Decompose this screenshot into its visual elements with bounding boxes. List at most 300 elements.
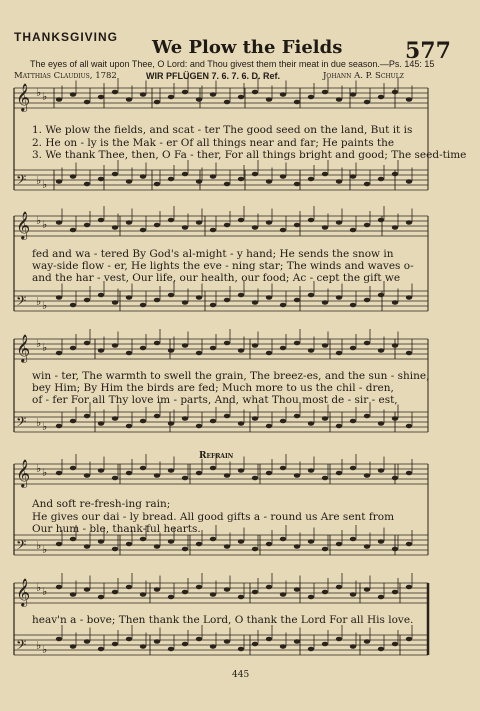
flat-icon: ♭	[42, 585, 48, 598]
page-number: 445	[232, 670, 250, 680]
note-head	[308, 177, 314, 182]
note-head	[140, 537, 146, 542]
note-head	[406, 220, 412, 225]
note-head	[182, 547, 188, 552]
hymn-title: We Plow the Fields	[152, 37, 343, 58]
note-head	[168, 595, 174, 600]
note-head	[266, 471, 272, 476]
flat-icon: ♭	[42, 466, 48, 479]
flat-icon: ♭	[36, 539, 42, 552]
note-head	[280, 174, 286, 179]
note-head	[154, 544, 160, 549]
note-head	[336, 97, 342, 102]
note-head	[266, 179, 272, 184]
treble-clef-icon: 𝄞	[16, 459, 31, 487]
note-head	[70, 92, 76, 97]
note-head	[98, 595, 104, 600]
note-head	[154, 414, 160, 419]
note-head	[154, 587, 160, 592]
note-head	[392, 642, 398, 647]
note-head	[126, 542, 132, 547]
note-head	[168, 539, 174, 544]
note-head	[280, 303, 286, 308]
note-head	[56, 637, 62, 642]
flat-icon: ♭	[36, 462, 42, 475]
lyric-line: 1. We plow the fields, and scat - ter The good seed on the land, But it is	[32, 124, 413, 136]
note-head	[210, 419, 216, 424]
note-head	[238, 595, 244, 600]
note-head	[84, 298, 90, 303]
tune-name: WIR PFLÜGEN 7. 6. 7. 6. D. Ref.	[146, 71, 281, 81]
note-head	[406, 637, 412, 642]
note-head	[196, 585, 202, 590]
note-head	[126, 585, 132, 590]
note-head	[56, 542, 62, 547]
note-head	[154, 639, 160, 644]
note-head	[266, 424, 272, 429]
note-head	[238, 293, 244, 298]
note-head	[224, 587, 230, 592]
note-head	[112, 476, 118, 481]
lyric-line: heav'n a - bove; Then thank the Lord, O thank the Lord For all His love.	[32, 614, 414, 626]
note-head	[70, 592, 76, 597]
note-head	[112, 547, 118, 552]
note-head	[406, 424, 412, 429]
note-head	[308, 95, 314, 100]
note-head	[350, 419, 356, 424]
note-head	[336, 637, 342, 642]
note-head	[322, 225, 328, 230]
note-head	[252, 642, 258, 647]
note-head	[154, 182, 160, 187]
note-head	[252, 172, 258, 177]
note-head	[112, 590, 118, 595]
note-head	[56, 97, 62, 102]
note-head	[182, 90, 188, 95]
treble-clef-icon: 𝄞	[16, 211, 31, 239]
note-head	[154, 341, 160, 346]
note-head	[364, 100, 370, 105]
note-head	[56, 351, 62, 356]
note-head	[112, 300, 118, 305]
note-head	[84, 473, 90, 478]
note-head	[238, 218, 244, 223]
flat-icon: ♭	[36, 581, 42, 594]
bass-clef-icon: 𝄢	[16, 414, 27, 433]
note-head	[336, 351, 342, 356]
note-head	[280, 537, 286, 542]
note-head	[392, 416, 398, 421]
note-head	[70, 346, 76, 351]
note-head	[112, 343, 118, 348]
note-head	[224, 298, 230, 303]
note-head	[350, 644, 356, 649]
flat-icon: ♭	[42, 643, 48, 656]
note-head	[84, 100, 90, 105]
note-head	[294, 223, 300, 228]
note-head	[84, 223, 90, 228]
note-head	[140, 303, 146, 308]
treble-clef-icon: 𝄞	[16, 334, 31, 362]
note-head	[350, 228, 356, 233]
note-head	[182, 225, 188, 230]
note-head	[392, 547, 398, 552]
lyric-line: bey Him; By Him the birds are fed; Much more to us the chil - dren,	[32, 382, 394, 394]
note-head	[224, 414, 230, 419]
note-head	[126, 351, 132, 356]
note-head	[84, 341, 90, 346]
note-head	[336, 424, 342, 429]
note-head	[238, 177, 244, 182]
note-head	[336, 179, 342, 184]
note-head	[70, 228, 76, 233]
note-head	[112, 172, 118, 177]
note-head	[322, 343, 328, 348]
note-head	[98, 539, 104, 544]
note-head	[336, 542, 342, 547]
note-head	[294, 182, 300, 187]
note-head	[280, 228, 286, 233]
note-head	[406, 471, 412, 476]
flat-icon: ♭	[36, 295, 42, 308]
note-head	[336, 295, 342, 300]
note-head	[392, 300, 398, 305]
note-head	[84, 544, 90, 549]
note-head	[364, 298, 370, 303]
note-head	[378, 468, 384, 473]
note-head	[98, 293, 104, 298]
note-head	[210, 537, 216, 542]
note-head	[266, 542, 272, 547]
note-head	[294, 639, 300, 644]
lyric-line: fed and wa - tered By God's al-might - y hand; He sends the snow in	[32, 248, 394, 260]
note-head	[140, 92, 146, 97]
lyric-line: And soft re-fresh-ing rain;	[32, 498, 171, 510]
note-head	[140, 644, 146, 649]
note-head	[392, 343, 398, 348]
note-head	[182, 416, 188, 421]
flat-icon: ♭	[36, 416, 42, 429]
note-head	[350, 466, 356, 471]
note-head	[280, 592, 286, 597]
note-head	[84, 182, 90, 187]
flat-icon: ♭	[42, 218, 48, 231]
note-head	[252, 225, 258, 230]
note-head	[182, 343, 188, 348]
note-head	[168, 95, 174, 100]
note-head	[238, 95, 244, 100]
note-head	[98, 468, 104, 473]
note-head	[350, 92, 356, 97]
scripture-verse: The eyes of all wait upon Thee, O Lord: and Thou givest them their meat in due season.—Ps. 145: 15	[30, 59, 435, 69]
note-head	[336, 471, 342, 476]
note-head	[406, 351, 412, 356]
note-head	[126, 295, 132, 300]
note-head	[210, 228, 216, 233]
note-head	[210, 303, 216, 308]
note-head	[210, 346, 216, 351]
note-head	[336, 220, 342, 225]
note-head	[210, 174, 216, 179]
note-head	[210, 92, 216, 97]
note-head	[182, 172, 188, 177]
note-head	[322, 172, 328, 177]
note-head	[238, 647, 244, 652]
note-head	[308, 348, 314, 353]
note-head	[308, 421, 314, 426]
note-head	[378, 218, 384, 223]
note-head	[98, 177, 104, 182]
note-head	[98, 95, 104, 100]
note-head	[350, 537, 356, 542]
treble-clef-icon: 𝄞	[16, 578, 31, 606]
note-head	[378, 421, 384, 426]
note-head	[378, 348, 384, 353]
flat-icon: ♭	[36, 174, 42, 187]
note-head	[168, 647, 174, 652]
note-head	[322, 416, 328, 421]
treble-clef-icon: 𝄞	[16, 83, 31, 111]
note-head	[378, 539, 384, 544]
note-head	[280, 419, 286, 424]
note-head	[196, 179, 202, 184]
note-head	[140, 466, 146, 471]
note-head	[140, 346, 146, 351]
note-head	[84, 587, 90, 592]
note-head	[126, 179, 132, 184]
note-head	[70, 303, 76, 308]
note-head	[126, 97, 132, 102]
note-head	[294, 298, 300, 303]
note-head	[98, 421, 104, 426]
note-head	[364, 544, 370, 549]
note-head	[336, 585, 342, 590]
note-head	[280, 466, 286, 471]
note-head	[322, 300, 328, 305]
note-head	[168, 468, 174, 473]
bass-clef-icon: 𝄢	[16, 537, 27, 556]
bass-clef-icon: 𝄢	[16, 172, 27, 191]
note-head	[252, 416, 258, 421]
flat-icon: ♭	[36, 86, 42, 99]
note-head	[392, 225, 398, 230]
refrain-label: Refrain	[199, 451, 234, 461]
note-head	[224, 182, 230, 187]
note-head	[364, 223, 370, 228]
note-head	[70, 466, 76, 471]
note-head	[308, 468, 314, 473]
note-head	[168, 177, 174, 182]
note-head	[84, 639, 90, 644]
note-head	[154, 298, 160, 303]
note-head	[182, 300, 188, 305]
note-head	[112, 90, 118, 95]
note-head	[392, 90, 398, 95]
note-head	[224, 100, 230, 105]
note-head	[140, 228, 146, 233]
note-head	[294, 341, 300, 346]
note-head	[266, 585, 272, 590]
note-head	[238, 348, 244, 353]
note-head	[392, 172, 398, 177]
author-credit: Matthias Claudius, 1782	[14, 71, 117, 81]
note-head	[210, 644, 216, 649]
note-head	[126, 424, 132, 429]
lyric-line: win - ter, The warmth to swell the grain, The breez-es, and the sun - shine,	[32, 370, 430, 382]
note-head	[196, 424, 202, 429]
note-head	[56, 220, 62, 225]
note-head	[196, 97, 202, 102]
note-head	[56, 424, 62, 429]
note-head	[280, 92, 286, 97]
note-head	[322, 90, 328, 95]
note-head	[154, 223, 160, 228]
note-head	[308, 539, 314, 544]
note-head	[308, 595, 314, 600]
note-head	[154, 100, 160, 105]
note-head	[378, 95, 384, 100]
note-head	[196, 220, 202, 225]
note-head	[392, 476, 398, 481]
note-head	[364, 639, 370, 644]
note-head	[112, 642, 118, 647]
bass-clef-icon: 𝄢	[16, 293, 27, 312]
note-head	[70, 174, 76, 179]
note-head	[196, 351, 202, 356]
note-head	[266, 637, 272, 642]
note-head	[168, 348, 174, 353]
lyric-line: 2. He on - ly is the Mak - er Of all things near and far; He paints the	[32, 137, 395, 149]
lyric-line: and the har - vest, Our life, our health, our food; Ac - cept the gift we	[32, 272, 401, 284]
note-head	[210, 592, 216, 597]
note-head	[210, 466, 216, 471]
note-head	[168, 293, 174, 298]
flat-icon: ♭	[42, 299, 48, 312]
note-head	[378, 595, 384, 600]
note-head	[126, 637, 132, 642]
note-head	[308, 647, 314, 652]
note-head	[112, 416, 118, 421]
note-head	[294, 414, 300, 419]
note-head	[322, 547, 328, 552]
flat-icon: ♭	[42, 90, 48, 103]
note-head	[322, 590, 328, 595]
note-head	[294, 587, 300, 592]
note-head	[140, 419, 146, 424]
note-head	[378, 177, 384, 182]
flat-icon: ♭	[36, 639, 42, 652]
lyric-line: way-side flow - er, He lights the eve - ning star; The winds and waves o-	[32, 260, 414, 272]
note-head	[406, 295, 412, 300]
note-head	[350, 346, 356, 351]
flat-icon: ♭	[36, 214, 42, 227]
note-head	[238, 468, 244, 473]
note-head	[350, 174, 356, 179]
note-head	[406, 97, 412, 102]
composer-credit: Johann A. P. Schulz	[323, 71, 404, 81]
note-head	[252, 476, 258, 481]
note-head	[378, 293, 384, 298]
flat-icon: ♭	[42, 178, 48, 191]
note-head	[252, 90, 258, 95]
note-head	[266, 295, 272, 300]
note-head	[350, 303, 356, 308]
note-head	[280, 644, 286, 649]
lyric-line: 3. We thank Thee, then, O Fa - ther, For all things bright and good; The seed-time	[32, 149, 467, 161]
flat-icon: ♭	[36, 337, 42, 350]
note-head	[126, 471, 132, 476]
note-head	[364, 473, 370, 478]
note-head	[140, 174, 146, 179]
note-head	[364, 587, 370, 592]
note-head	[98, 647, 104, 652]
note-head	[98, 348, 104, 353]
note-head	[364, 341, 370, 346]
note-head	[406, 179, 412, 184]
note-head	[238, 421, 244, 426]
note-head	[364, 414, 370, 419]
note-head	[266, 220, 272, 225]
note-head	[140, 592, 146, 597]
note-head	[252, 343, 258, 348]
note-head	[182, 590, 188, 595]
note-head	[308, 293, 314, 298]
note-head	[168, 421, 174, 426]
note-head	[224, 639, 230, 644]
note-head	[70, 644, 76, 649]
lyric-line: Our hum - ble, thank-ful hearts.	[32, 523, 201, 535]
note-head	[322, 476, 328, 481]
note-head	[294, 473, 300, 478]
note-head	[406, 542, 412, 547]
note-head	[266, 351, 272, 356]
note-head	[280, 346, 286, 351]
note-head	[168, 218, 174, 223]
note-head	[56, 471, 62, 476]
note-head	[154, 473, 160, 478]
note-head	[70, 537, 76, 542]
note-head	[196, 471, 202, 476]
note-head	[56, 295, 62, 300]
flat-icon: ♭	[42, 420, 48, 433]
note-head	[308, 218, 314, 223]
note-head	[112, 225, 118, 230]
note-head	[196, 637, 202, 642]
note-head	[322, 642, 328, 647]
note-head	[56, 179, 62, 184]
note-head	[196, 542, 202, 547]
note-head	[182, 642, 188, 647]
section-heading: THANKSGIVING	[14, 30, 119, 44]
note-head	[252, 300, 258, 305]
note-head	[252, 590, 258, 595]
note-head	[182, 476, 188, 481]
note-head	[378, 647, 384, 652]
note-head	[70, 419, 76, 424]
note-head	[224, 544, 230, 549]
note-head	[406, 585, 412, 590]
note-head	[238, 539, 244, 544]
note-head	[392, 590, 398, 595]
note-head	[224, 473, 230, 478]
note-head	[196, 295, 202, 300]
note-head	[266, 97, 272, 102]
note-head	[224, 341, 230, 346]
note-head	[98, 218, 104, 223]
lyric-line: He gives our dai - ly bread. All good gifts a - round us Are sent from	[32, 511, 395, 523]
note-head	[294, 544, 300, 549]
note-head	[252, 547, 258, 552]
